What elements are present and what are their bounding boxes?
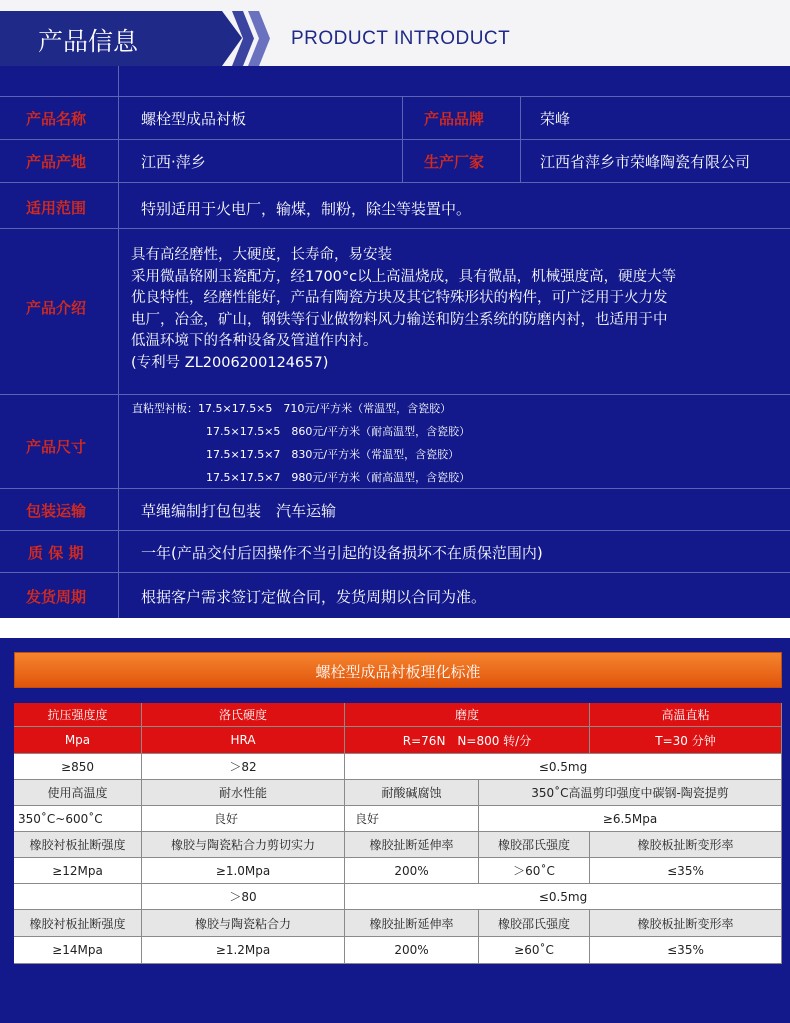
table-cell: 洛氏硬度 (142, 703, 345, 727)
size-line: 17.5×17.5×7 830元/平方米（常温型，含瓷胶） (206, 448, 460, 461)
table-cell: Mpa (14, 727, 142, 754)
intro-line: 低温环境下的各种设备及管道作内衬。 (131, 333, 378, 349)
brand-label: 产品品牌 (424, 110, 485, 128)
table-cell: ≤35% (590, 937, 782, 964)
intro-line: 电厂，冶金，矿山，钢铁等行业做物料风力输送和防尘系统的防磨内衬，也适用于中 (131, 311, 668, 328)
maker-value: 江西省萍乡市荣峰陶瓷有限公司 (540, 153, 751, 171)
table-cell: 磨度 (345, 703, 590, 727)
table-cell: ≥850 (14, 754, 142, 780)
intro-text (131, 245, 781, 374)
table-cell: ＞80 (142, 884, 345, 910)
divider (0, 96, 790, 97)
table-cell: ≥14Mpa (14, 937, 142, 964)
table-cell: ≤0.5mg (345, 884, 782, 910)
table-cell: 橡胶扯断延伸率 (345, 910, 479, 937)
intro-line: 优良特性，经磨性能好，产品有陶瓷方块及其它特殊形状的构件，可广泛用于火力发 (131, 290, 668, 306)
table-cell: ≥12Mpa (14, 858, 142, 884)
table-cell: 350˚C高温剪印强度中碳钢-陶瓷提剪 (479, 780, 782, 806)
table-cell: 橡胶衬板扯断强度 (14, 910, 142, 937)
ship-label: 发货周期 (26, 588, 87, 606)
table-cell: 橡胶邵氏强度 (479, 832, 590, 858)
divider (0, 139, 790, 140)
table-cell: ＞60˚C (479, 858, 590, 884)
table-cell: 良好 (142, 806, 345, 832)
table-cell: 高温直粘 (590, 703, 782, 727)
intro-line: (专利号 ZL2006200124657) (131, 354, 329, 371)
table-cell: 抗压强度度 (14, 703, 142, 727)
brand-value: 荣峰 (540, 110, 571, 128)
table-cell: 使用高温度 (14, 780, 142, 806)
divider (0, 394, 790, 395)
warranty-label: 质 保 期 (28, 544, 84, 562)
table-cell: HRA (142, 727, 345, 754)
divider (118, 66, 119, 618)
size-line: 17.5×17.5×7 980元/平方米（耐高温型，含瓷胶） (206, 471, 471, 484)
table-cell: 橡胶与陶瓷粘合力剪切实力 (142, 832, 345, 858)
intro-line: 具有高经磨性，大硬度，长寿命，易安装 (131, 247, 392, 263)
table-cell: 耐水性能 (142, 780, 345, 806)
table-cell (14, 884, 142, 910)
table-cell: ≥1.2Mpa (142, 937, 345, 964)
table-cell: 200% (345, 858, 479, 884)
spec-title: 螺栓型成品衬板理化标准 (315, 663, 481, 681)
divider (0, 228, 790, 229)
maker-label: 生产厂家 (424, 153, 485, 171)
intro-line: 采用微晶铬刚玉瓷配方，经1700°c以上高温烧成，具有微晶，机械强度高，硬度大等 (131, 268, 677, 285)
size-line: 直粘型衬板：17.5×17.5×5 710元/平方米（常温型，含瓷胶） (132, 402, 452, 415)
divider (0, 182, 790, 183)
table-cell: 耐酸碱腐蚀 (345, 780, 479, 806)
header-title-cn: 产品信息 (38, 27, 139, 56)
scope-value: 特别适用于火电厂，输煤，制粉，除尘等装置中。 (141, 200, 472, 218)
table-cell: 橡胶扯断延伸率 (345, 832, 479, 858)
intro-label: 产品介绍 (26, 299, 87, 317)
origin-value: 江西·萍乡 (141, 153, 206, 171)
table-cell: ＞82 (142, 754, 345, 780)
header-title-en: PRODUCT INTRODUCT (291, 28, 511, 49)
table-cell: 橡胶板扯断变形率 (590, 910, 782, 937)
section-header (0, 0, 790, 66)
table-cell: R=76N N=800 转/分 (345, 727, 590, 754)
spec-title-bar (14, 652, 782, 688)
table-cell: ≤35% (590, 858, 782, 884)
divider (0, 530, 790, 531)
origin-label: 产品产地 (26, 153, 87, 171)
table-cell: 橡胶板扯断变形率 (590, 832, 782, 858)
size-line: 17.5×17.5×5 860元/平方米（耐高温型，含瓷胶） (206, 425, 471, 438)
spec-table (14, 703, 782, 964)
table-cell: 200% (345, 937, 479, 964)
table-cell: ≥1.0Mpa (142, 858, 345, 884)
table-cell: ≥60˚C (479, 937, 590, 964)
ship-value: 根据客户需求签订定做合同，发货周期以合同为准。 (141, 588, 487, 606)
table-cell: 橡胶衬板扯断强度 (14, 832, 142, 858)
pack-label: 包装运输 (26, 502, 87, 520)
table-cell: T=30 分钟 (590, 727, 782, 754)
table-cell: 良好 (345, 806, 479, 832)
spacer (0, 618, 790, 638)
table-cell: ≥6.5Mpa (479, 806, 782, 832)
size-label: 产品尺寸 (26, 438, 87, 456)
table-cell: 橡胶与陶瓷粘合力 (142, 910, 345, 937)
warranty-value: 一年(产品交付后因操作不当引起的设备损坏不在质保范围内) (141, 544, 543, 562)
table-cell: 350˚C~600˚C (14, 806, 142, 832)
divider (0, 488, 790, 489)
scope-label: 适用范围 (26, 199, 87, 217)
table-cell: ≤0.5mg (345, 754, 782, 780)
name-value: 螺栓型成品衬板 (141, 110, 247, 128)
pack-value: 草绳编制打包包装 汽车运输 (141, 502, 337, 520)
divider (0, 572, 790, 573)
name-label: 产品名称 (26, 110, 87, 128)
table-cell: 橡胶邵氏强度 (479, 910, 590, 937)
